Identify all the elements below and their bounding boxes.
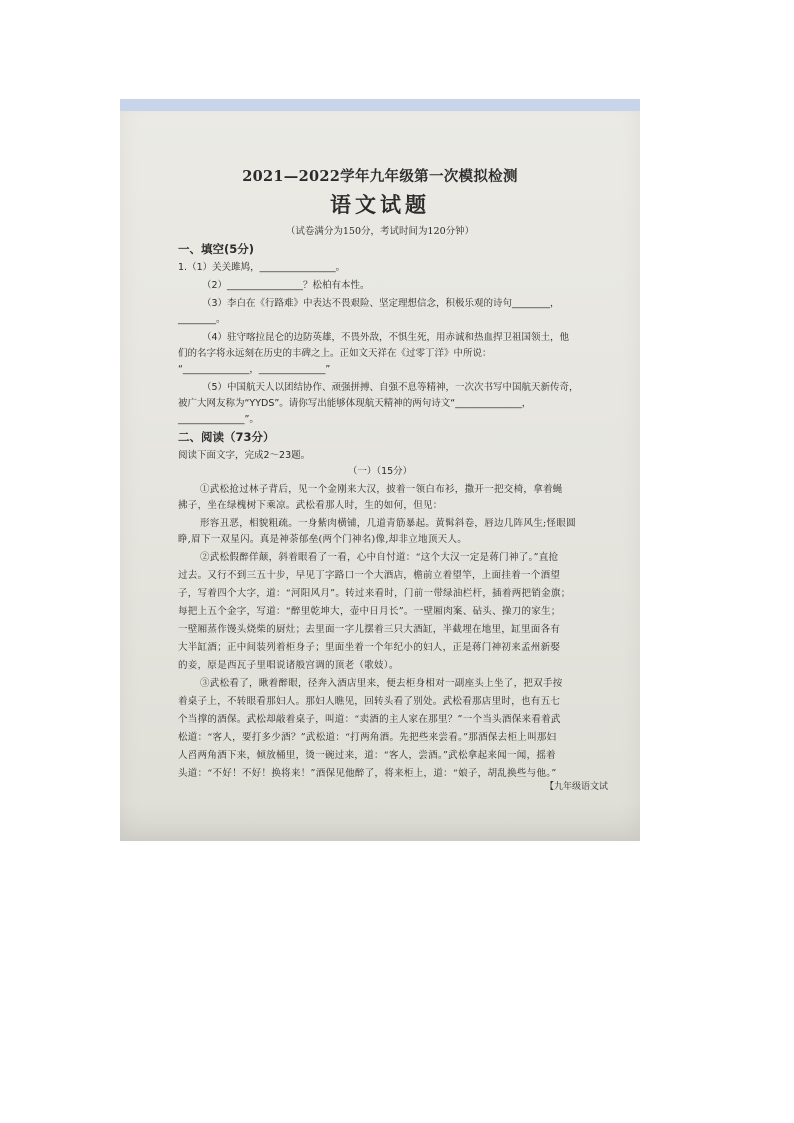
passage-line: 松道：“客人，要打多少酒？”武松道：“打两角酒。先把些来尝看。”那酒保去柜上叫那妇 [178,732,557,743]
reading-instruction: 阅读下面文字，完成2～23题。 [178,450,311,461]
question-line: ______________”。 [178,414,259,425]
exam-paper-photo [120,99,640,841]
passage-line: 个当撑的酒保。武松却敲着桌子，叫道：“卖酒的主人家在那里？”一个当头酒保来看着武 [178,714,561,725]
passage-line: 大半缸酒；正中间装列着柜身子；里面坐着一个年纪小的妇人，正是蒋门神初来孟州新娶 [178,642,561,653]
question-line: ________。 [178,314,226,325]
section-heading-fill-in: 一、填空(5分) [178,242,255,256]
passage-line: 头道：“不好！不好！换将来！”酒保见他醉了，将来柜上，道：“娘子，胡乱换些与他。” [178,768,557,779]
passage-line: 拂子，坐在绿槐树下乘凉。武松看那人时，生的如何，但见： [178,500,443,511]
question-line: “______________，______________” [178,364,331,375]
passage-line: 一壁厢蒸作馒头烧柴的厨灶；去里面一字儿摆着三只大酒缸，半截埋在地里，缸里面各有 [178,624,561,635]
page-footer-label: 【九年级语文试 [545,782,609,792]
passage-line: 子，写着四个大字，道：“河阳风月”。转过来看时，门前一带绿油栏杆，插着两把销金旗； [178,588,571,599]
question-line: （2）________________？松柏有本性。 [202,280,370,291]
passage-line: ②武松假醉佯颠，斜着眼看了一看，心中自忖道：“这个大汉一定是蒋门神了。”直抢 [200,552,559,563]
question-line: （5）中国航天人以团结协作、顽强拼搏、自强不息等精神，一次次书写中国航天新传奇， [202,382,579,393]
subject-title: 语文试题 [330,192,430,217]
exam-note: （试卷满分为150分，考试时间为120分钟） [285,226,475,237]
reading-part-label: （一）（15分） [347,466,413,477]
question-line: （3）李白在《行路难》中表达不畏艰险、坚定理想信念，积极乐观的诗句________， [202,298,560,309]
exam-title: 2021—2022学年九年级第一次模拟检测 [242,168,518,185]
question-line: 1.（1）关关雎鸠，________________。 [178,262,346,273]
question-line: （4）驻守喀拉昆仑的边防英雄，不畏外敌，不惧生死，用赤诚和热血捍卫祖国领土，他 [202,332,570,343]
passage-line: 着桌子上，不转眼看那妇人。那妇人瞧见，回转头看了别处。武松看那店里时，也有五七 [178,696,561,707]
question-line: 被广大网友称为“YYDS”。请你写出能够体现航天精神的两句诗文“______________， [178,398,532,409]
passage-line: 人舀两角酒下来，倾放桶里，烫一碗过来，道：“客人，尝酒。”武松拿起来闻一闻，摇着 [178,750,556,761]
passage-line: 每把上五个金字，写道：“醉里乾坤大，壶中日月长”。一壁厢肉案、砧头、操刀的家生； [178,606,561,617]
passage-line: ③武松看了，瞅着醉眼，径奔入酒店里来，便去柜身相对一副座头上坐了，把双手按 [200,678,563,689]
scan-bottom-shadow [120,801,640,841]
passage-line: 的妾，原是西瓦子里唱说诸般宫调的顶老（歌妓）。 [178,660,399,671]
passage-line: 形容丑恶，相貌粗疏。一身紫肉横铺，几道青筋暴起。黄髯斜卷，唇边几阵风生;怪眼圆 [200,518,576,529]
scan-top-edge [120,99,640,111]
passage-line: 过去。又行不到三五十步，早见丁字路口一个大酒店，檐前立着望竿，上面挂着一个酒望 [178,570,561,581]
passage-line: 睁,眉下一双星闪。真是神荼郁垒(两个门神名)像,却非立地顶天人。 [178,534,468,545]
question-line: 们的名字将永远刻在历史的丰碑之上。正如文天祥在《过零丁洋》中所说： [178,348,492,359]
passage-line: ①武松抢过林子背后，见一个金刚来大汉，披着一领白布衫，撒开一把交椅，拿着蝇 [200,484,563,495]
section-heading-reading: 二、阅读（73分） [178,430,275,444]
